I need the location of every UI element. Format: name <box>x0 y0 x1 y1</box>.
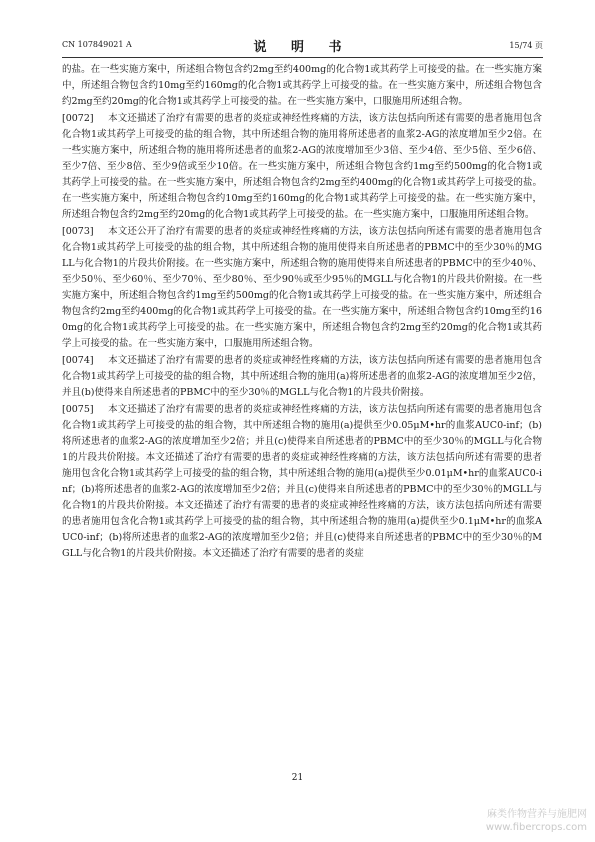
document-title: 说 明 书 <box>253 40 352 55</box>
paragraph-0072 <box>62 111 542 223</box>
page-counter: 15/74 页 <box>509 41 543 50</box>
page-header <box>62 36 543 54</box>
paragraph-text: 本文还描述了治疗有需要的患者的炎症或神经性疼痛的方法，该方法包括向所述有需要的患者施用包含化合物1或其药学上可接受的盐的组合物，其中所述组合物的施用(a)提供至少0.05μM•hr的血浆AUC0-inf；(b)将所述患者的血浆2-AG的浓度增加至少2倍；并且(c)使得来自所述患者的PBMC中的至少30％的MGLL与化合物1的片段共价附接。本文还描述了治疗有需要的患者的炎症或神经性疼痛的方法，该方法包括向所述有需要的患者施用包含化合物1或其药学上可接受的盐的组合物，其中所述组合物的施用(a)提供至少0.01μM•hr的血浆AUC0-inf；(b)将所述患者的血浆2-AG的浓度增加至少2倍；并且(c)使得来自所述患者的PBMC中的至少30％的MGLL与化合物1的片段共价附接。本文还描述了治疗有需要的患者的炎症或神经性疼痛的方法，该方法包括向所述有需要的患者施用包含化合物1或其药学上可接受的盐的组合物，其中所述组合物的施用(a)提供至少0.1μM•hr的血浆AUC0-inf；(b)将所述患者的血浆2-AG的浓度增加至少2倍；并且(c)使得来自所述患者的PBMC中的至少30％的MGLL与化合物1的片段共价附接。本文还描述了治疗有需要的患者的炎症 <box>62 404 543 559</box>
paragraph-number: [0074] <box>62 355 94 366</box>
paragraph-number: [0072] <box>62 113 94 124</box>
paragraph-number: [0075] <box>62 404 94 415</box>
paragraph-0074 <box>62 353 542 401</box>
paragraph-text: 本文还描述了治疗有需要的患者的炎症或神经性疼痛的方法，该方法包括向所述有需要的患者施用包含化合物1或其药学上可接受的盐的组合物，其中所述组合物的施用(a)将所述患者的血浆2-AG的浓度增加至少2倍，并且(b)使得来自所述患者的PBMC中的至少30％的MGLL与化合物1的片段共价附接。 <box>62 355 542 398</box>
watermark-url: www.fibercrops.com <box>485 822 587 833</box>
paragraph-0073 <box>62 224 542 352</box>
paragraph-text: 本文还公开了治疗有需要的患者的炎症或神经性疼痛的方法，该方法包括向所述有需要的患者施用包含化合物1或其药学上可接受的盐的组合物，其中所述组合物的施用使得来自所述患者的PBMC中的至少30％的MGLL与化合物1的片段共价附接。在一些实施方案中，所述组合物的施用使得来自所述患者的PBMC中的至少40％、至少50％、至少60％、至少70％、至少80％、至少90％或至少95％的MGLL与化合物1的片段共价附接。在一些实施方案中，所述组合物包含约1mg至约500mg的化合物1或其药学上可接受的盐。在一些实施方案中，所述组合物包含约2mg至约400mg的化合物1或其药学上可接受的盐。在一些实施方案中，所述组合物包含约10mg至约160mg的化合物1或其药学上可接受的盐。在一些实施方案中，所述组合物包含约2mg至约20mg的化合物1或其药学上可接受的盐。在一些实施方案中，口服施用所述组合物。 <box>62 226 542 349</box>
paragraph-number: [0073] <box>62 226 94 237</box>
site-watermark <box>486 808 587 834</box>
page-number: 21 <box>291 773 304 783</box>
paragraph-text: 本文还描述了治疗有需要的患者的炎症或神经性疼痛的方法，该方法包括向所述有需要的患者施用包含化合物1或其药学上可接受的盐的组合物，其中所述组合物的施用将所述患者的血浆2-AG的浓度增加至少2倍。在一些实施方案中，所述组合物的施用将所述患者的血浆2-AG的浓度增加至少3倍、至少4倍、至少5倍、至少6倍、至少7倍、至少8倍、至少9倍或至少10倍。在一些实施方案中，所述组合物包含约1mg至约500mg的化合物1或其药学上可接受的盐。在一些实施方案中，所述组合物包含约2mg至约400mg的化合物1或其药学上可接受的盐。在一些实施方案中，所述组合物包含约10mg至约160mg的化合物1或其药学上可接受的盐。在一些实施方案中，所述组合物包含约2mg至约20mg的化合物1或其药学上可接受的盐。在一些实施方案中，口服施用所述组合物。 <box>62 113 542 220</box>
header-divider <box>62 57 543 58</box>
paragraph-text: 的盐。在一些实施方案中，所述组合物包含约2mg至约400mg的化合物1或其药学上可接受的盐。在一些实施方案中，所述组合物包含约10mg至约160mg的化合物1或其药学上可接受的盐。在一些实施方案中，所述组合物包含约2mg至约20mg的化合物1或其药学上可接受的盐。在一些实施方案中，口服施用所述组合物。 <box>62 64 542 107</box>
paragraph-0075 <box>62 402 542 562</box>
paragraph-continuation <box>62 62 542 110</box>
document-body <box>62 62 542 562</box>
patent-number: CN 107849021 A <box>62 40 132 49</box>
watermark-name: 麻类作物营养与施肥网 <box>487 809 587 820</box>
